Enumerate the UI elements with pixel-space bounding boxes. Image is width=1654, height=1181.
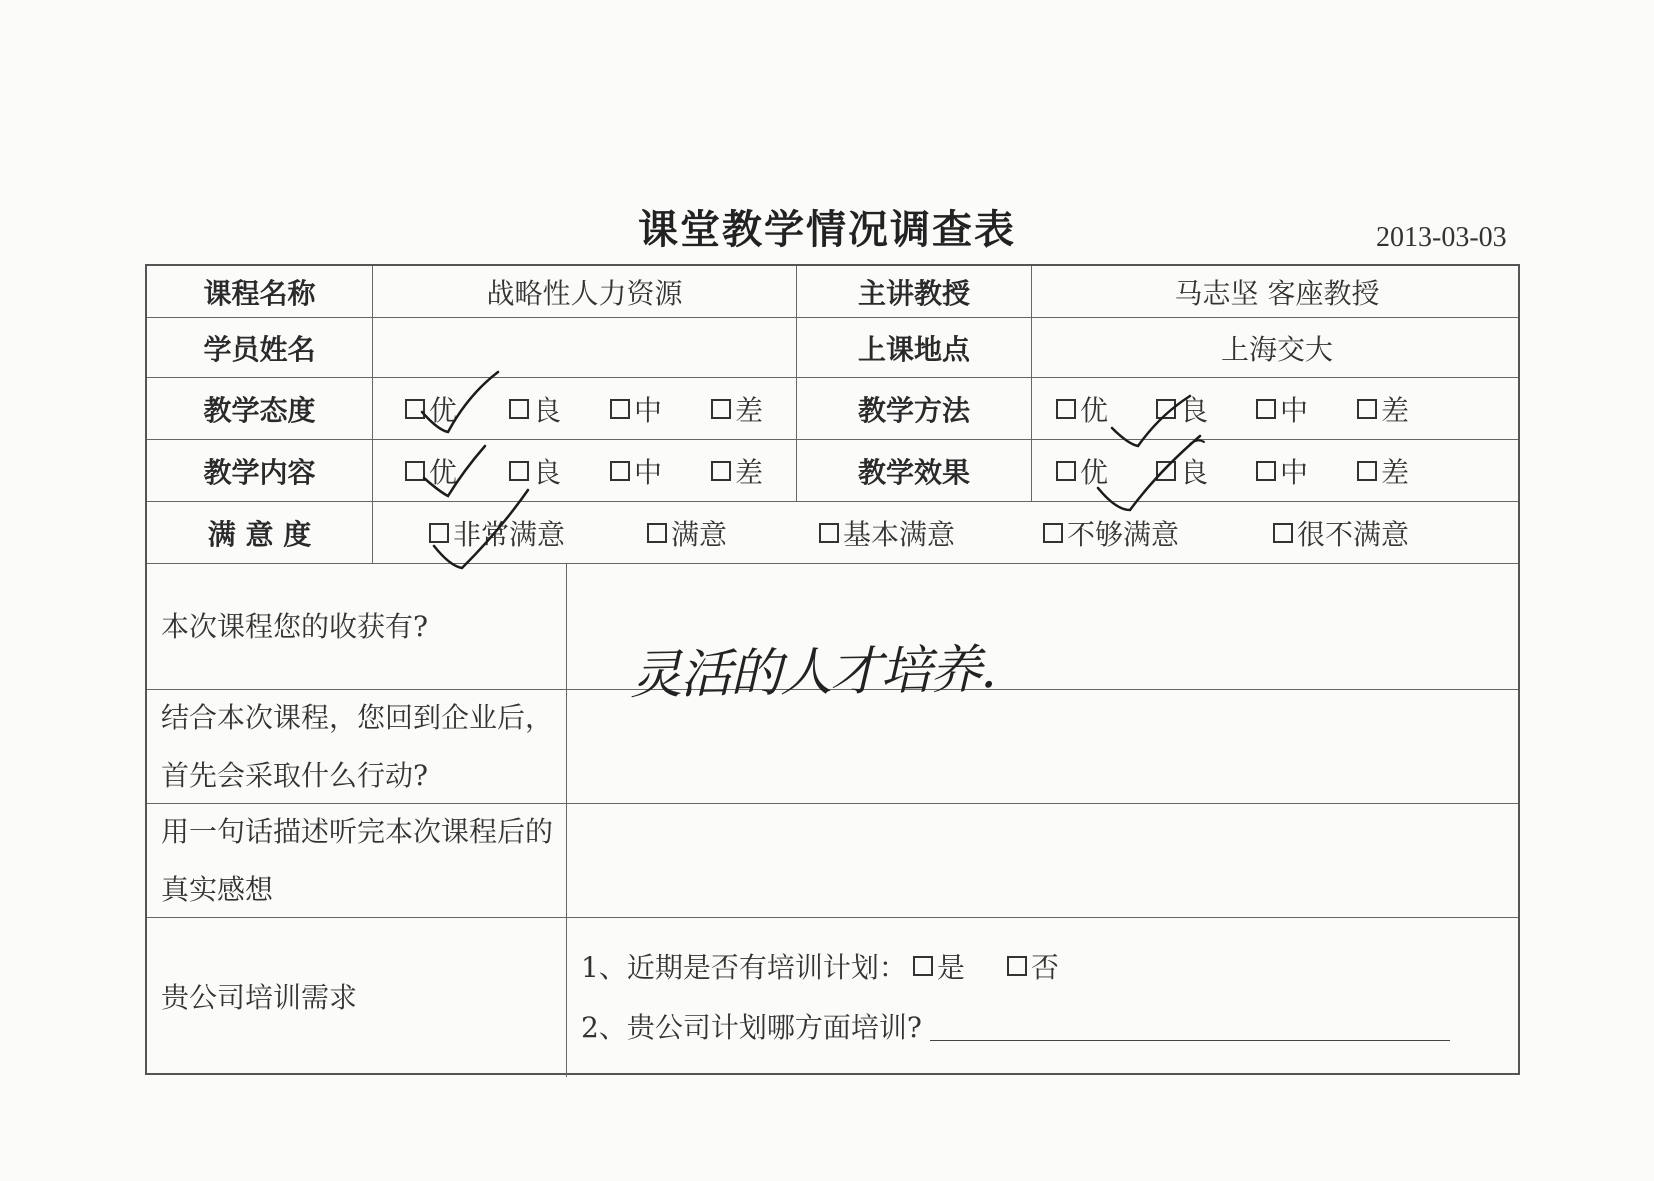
satisfaction-label: 满 意 度 (207, 517, 312, 551)
option-label: 优 (1080, 393, 1109, 427)
option-label: 良 (533, 393, 562, 427)
attitude-option-excellent[interactable] (405, 389, 457, 429)
student-name-label: 学员姓名 (203, 332, 316, 366)
checkbox-icon[interactable] (1156, 461, 1176, 481)
attitude-label-cell (147, 378, 373, 439)
lecturer-label: 主讲教授 (857, 276, 970, 310)
option-label: 中 (634, 455, 663, 489)
effect-option-good[interactable] (1156, 451, 1208, 491)
option-label: 中 (634, 393, 663, 427)
training-q2-text: 2、贵公司计划哪方面培训? (581, 1011, 922, 1044)
checkbox-icon[interactable] (429, 523, 449, 543)
location-value-cell[interactable] (1032, 318, 1522, 377)
training-q1-text: 1、近期是否有培训计划： (581, 951, 907, 984)
option-label: 基本满意 (843, 517, 956, 551)
gain-label-cell (147, 564, 567, 689)
feeling-label-cell (147, 804, 567, 917)
row-satisfaction (147, 502, 1518, 564)
option-label: 不够满意 (1067, 517, 1180, 551)
row-training (147, 918, 1518, 1077)
satisfaction-option-very-satisfied[interactable] (429, 513, 565, 553)
satisfaction-option-very-dissatisfied[interactable] (1273, 513, 1409, 553)
content-label: 教学内容 (203, 455, 316, 489)
effect-options (1032, 440, 1522, 501)
checkbox-icon[interactable] (711, 461, 731, 481)
checkbox-icon[interactable] (610, 461, 630, 481)
training-label: 贵公司培训需求 (161, 980, 358, 1014)
row-action (147, 690, 1518, 804)
effect-label: 教学效果 (857, 455, 970, 489)
survey-date: 2013-03-03 (1376, 222, 1507, 253)
attitude-label: 教学态度 (203, 393, 316, 427)
checkbox-icon[interactable] (1043, 523, 1063, 543)
gain-label: 本次课程您的收获有? (161, 609, 429, 643)
method-label: 教学方法 (857, 393, 970, 427)
option-label: 差 (1381, 455, 1410, 489)
training-q2-blank[interactable] (930, 1012, 1450, 1041)
content-options (373, 440, 797, 501)
option-label: 良 (533, 455, 562, 489)
row-course (147, 266, 1518, 318)
checkbox-icon[interactable] (1273, 523, 1293, 543)
option-label: 满意 (671, 517, 728, 551)
row-student (147, 318, 1518, 378)
location-label: 上课地点 (857, 332, 970, 366)
checkbox-icon[interactable] (509, 461, 529, 481)
effect-option-poor[interactable] (1357, 451, 1409, 491)
checkbox-icon[interactable] (819, 523, 839, 543)
option-label: 优 (429, 393, 458, 427)
action-label: 结合本次课程，您回到企业后，首先会采取什么行动? (161, 700, 554, 792)
option-label: 差 (735, 455, 764, 489)
option-label: 差 (735, 393, 764, 427)
course-name-value-cell[interactable] (373, 266, 797, 317)
attitude-option-average[interactable] (610, 389, 662, 429)
checkbox-icon[interactable] (1056, 399, 1076, 419)
row-attitude (147, 378, 1518, 440)
effect-label-cell (797, 440, 1032, 501)
content-option-poor[interactable] (711, 451, 763, 491)
checkbox-icon[interactable] (405, 399, 425, 419)
lecturer-value-cell[interactable] (1032, 266, 1522, 317)
method-option-excellent[interactable] (1056, 389, 1108, 429)
content-option-good[interactable] (509, 451, 561, 491)
option-label: 很不满意 (1297, 517, 1410, 551)
effect-option-excellent[interactable] (1056, 451, 1108, 491)
method-option-poor[interactable] (1357, 389, 1409, 429)
option-label: 否 (1030, 951, 1059, 984)
option-label: 是 (936, 951, 965, 984)
training-question-1 (581, 946, 1059, 986)
feeling-label: 用一句话描述听完本次课程后的真实感想 (161, 814, 554, 906)
training-label-cell (147, 918, 567, 1077)
option-label: 良 (1180, 455, 1209, 489)
satisfaction-option-satisfied[interactable] (647, 513, 727, 553)
method-label-cell (797, 378, 1032, 439)
row-feeling (147, 804, 1518, 918)
course-name-label: 课程名称 (203, 276, 316, 310)
checkbox-icon[interactable] (1357, 461, 1377, 481)
action-label-cell (147, 690, 567, 803)
row-content (147, 440, 1518, 502)
method-options (1032, 378, 1522, 439)
training-answer-cell (567, 918, 1522, 1077)
effect-option-average[interactable] (1256, 451, 1308, 491)
checkbox-icon[interactable] (610, 399, 630, 419)
action-answer-cell[interactable] (567, 690, 1522, 803)
option-label: 中 (1280, 393, 1309, 427)
checkbox-icon[interactable] (1256, 461, 1276, 481)
content-option-average[interactable] (610, 451, 662, 491)
checkbox-icon[interactable] (711, 399, 731, 419)
content-option-excellent[interactable] (405, 451, 457, 491)
training-q1-no[interactable] (1007, 946, 1059, 986)
method-option-average[interactable] (1256, 389, 1308, 429)
checkbox-icon[interactable] (1156, 399, 1176, 419)
option-label: 良 (1180, 393, 1209, 427)
satisfaction-option-basically-satisfied[interactable] (819, 513, 955, 553)
method-option-good[interactable] (1156, 389, 1208, 429)
attitude-option-good[interactable] (509, 389, 561, 429)
attitude-options (373, 378, 797, 439)
checkbox-icon[interactable] (1007, 956, 1027, 976)
option-label: 优 (429, 455, 458, 489)
option-label: 优 (1080, 455, 1109, 489)
checkbox-icon[interactable] (509, 399, 529, 419)
course-name-label-cell (147, 266, 373, 317)
feeling-answer-cell[interactable] (567, 804, 1522, 917)
checkbox-icon[interactable] (1357, 399, 1377, 419)
page-title: 课堂教学情况调查表 (638, 207, 1016, 253)
gain-answer-handwriting: 灵活的人才培养. (629, 639, 996, 707)
checkbox-icon[interactable] (647, 523, 667, 543)
checkbox-icon[interactable] (405, 461, 425, 481)
checkbox-icon[interactable] (1056, 461, 1076, 481)
training-question-2 (581, 1006, 1450, 1046)
option-label: 差 (1381, 393, 1410, 427)
lecturer-value: 马志坚 客座教授 (1174, 276, 1380, 310)
content-label-cell (147, 440, 373, 501)
training-q1-yes[interactable] (913, 946, 965, 986)
lecturer-label-cell (797, 266, 1032, 317)
satisfaction-option-not-satisfied[interactable] (1043, 513, 1179, 553)
checkbox-icon[interactable] (913, 956, 933, 976)
student-name-label-cell (147, 318, 373, 377)
course-name-value: 战略性人力资源 (486, 276, 683, 310)
location-label-cell (797, 318, 1032, 377)
satisfaction-options (373, 502, 1522, 563)
location-value: 上海交大 (1220, 332, 1333, 366)
option-label: 中 (1280, 455, 1309, 489)
checkbox-icon[interactable] (1256, 399, 1276, 419)
attitude-option-poor[interactable] (711, 389, 763, 429)
satisfaction-label-cell (147, 502, 373, 563)
student-name-value-cell[interactable] (373, 318, 797, 377)
option-label: 非常满意 (453, 517, 566, 551)
